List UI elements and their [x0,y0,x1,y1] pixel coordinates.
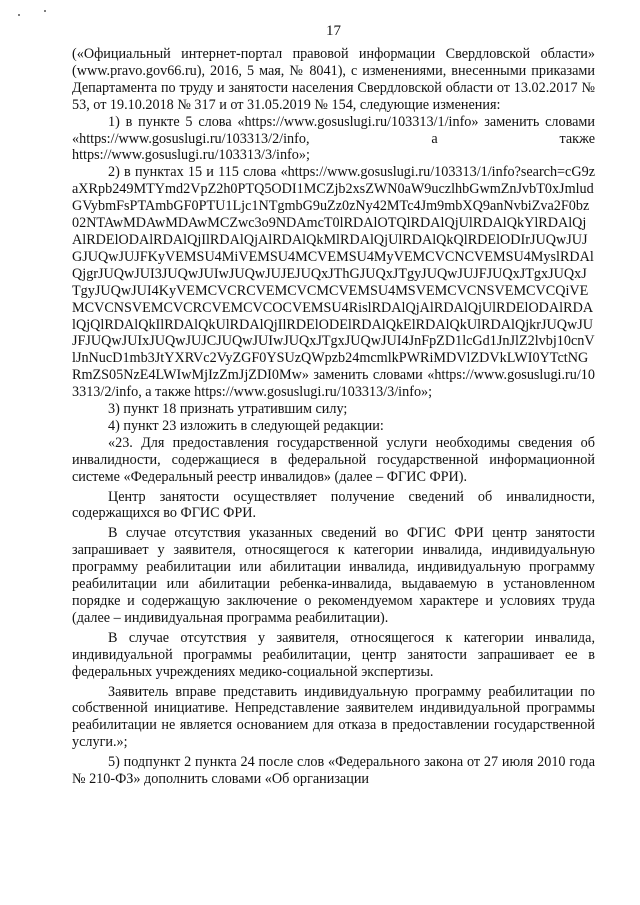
paragraph-item-5: 5) подпункт 2 пункта 24 после слов «Федерального закона от 27 июля 2010 года № 210-ФЗ» дополнить словами «Об организации [72,754,595,788]
document-body [72,46,595,788]
paragraph-item-3: 3) пункт 18 признать утратившим силу; [108,401,348,418]
paragraph-item-4: 4) пункт 23 изложить в следующей редакции: [108,417,384,434]
paragraph-intro: («Официальный интернет-портал правовой информации Свердловской области» (www.pravo.gov66.ru), 2016, 5 мая, № 8041), с изменениями, внесенными приказами Департамента по труду и занятости населения Свердловской области от 13.02.2017 № 53, от 19.10.2018 № 317 и от 31.05.2019 № 154, следующие изменения: [72,46,595,113]
paragraph-absence-program: В случае отсутствия у заявителя, относящегося к категории инвалида, индивидуальной программы реабилитации, центр занятости запрашивает ее в федеральных учреждениях медико-социальной экспертизы. [72,629,595,680]
paragraph-item-2: 2) в пунктах 15 и 115 слова «https://www.gosuslugi.ru/103313/1/info?search=cG9zaXRpb249MTYmd2VpZ2h0PTQ5ODI1MCZjb2xsZWN0aW9uczlhbGwmZnJvbT0xJmludGVybmFsPTAmbGF0PTU1Ljc1NTgmbG9uZz0zNy42MTc4Jm9mbXQ9anNvbiZva2F0bz02NTAwMDAwMDAwMCZwc3o9NDAmcT0lRDAlOTQlRDAlQjUlRDAlQkYlRDAlQjAlRDElODAlRDAlQjIlRDAlQjAlRDAlQkMlRDAlQjUlRDAlQkQlRDElODIrJUQwJUJGJUQwJUJFKyVEMSU4MiVEMSU4MCVEMSU4MyVEMCVCNCVEMSU4MyslRDAlQjgrJUQwJUI3JUQwJUIwJUQwJUJEJUQxJThGJUQxJTgyJUQwJUJFJUQxJTgxJUQxJTgyJUQwJUI4KyVEMCVCRCVEMCVCMCVEMSU4MSVEMCVCNSVEMCVCQiVEMCVCNSVEMCVCRCVEMCVCOCVEMSU4RislRDAlQjAlRDAlQjUlRDElODAlRDAlQjQlRDAlQkIlRDAlQkUlRDAlQjIlRDElODElRDAlQkElRDAlQkUlRDAlQjkrJUQwJUJFJUQwJUIxJUQwJUJCJUQwJUIwJUQxJTgxJUQwJUI4JnFpZD1lcGd1JnJlZ2lvbj10cnVlJnNucD1mb3JtYXRVc2VyZGF0YSUzQWpzb24mcmlkPWRiMDVlZDVkLWI0YTctNGRmZS05NzE4LWIwMjIzZmJjZDI0Mw» заменить словами «https://www.gosuslugi.ru/103313/2/info, а также https://www.gosuslugi.ru/103313/3/info»; [72,164,595,401]
paragraph-employment-center: Центр занятости осуществляет получение сведений об инвалидности, содержащихся во ФГИС ФРИ. [72,488,595,522]
scan-speck [18,14,20,16]
paragraph-item-1: 1) в пункте 5 слова «https://www.gosuslugi.ru/103313/1/info» заменить словами «https://www.gosuslugi.ru/103313/2/info, а также https://www.gosuslugi.ru/103313/3/info»; [72,113,595,164]
paragraph-clause-23: «23. Для предоставления государственной услуги необходимы сведения об инвалидности, содержащиеся в федеральной государственной информационной системе «Федеральный реестр инвалидов» (далее – ФГИС ФРИ). [72,434,595,485]
paragraph-absence-fgis: В случае отсутствия указанных сведений во ФГИС ФРИ центр занятости запрашивает у заявителя, относящегося к категории инвалида, индивидуальную программу реабилитации или абилитации инвалида, индивидуальную программу реабилитации или абилитации ребенка-инвалида, выдаваемую в установленном порядке и содержащую заключение о рекомендуемом характере и условиях труда (далее – индивидуальная программа реабилитации). [72,525,595,626]
page-number: 17 [326,23,341,39]
paragraph-own-initiative: Заявитель вправе представить индивидуальную программу реабилитации по собственной инициативе. Непредставление заявителем индивидуальной программы реабилитации не является основанием для отказа в предоставлении государственной услуги.»; [72,683,595,751]
scan-specks [18,10,58,18]
scan-speck [44,10,46,12]
